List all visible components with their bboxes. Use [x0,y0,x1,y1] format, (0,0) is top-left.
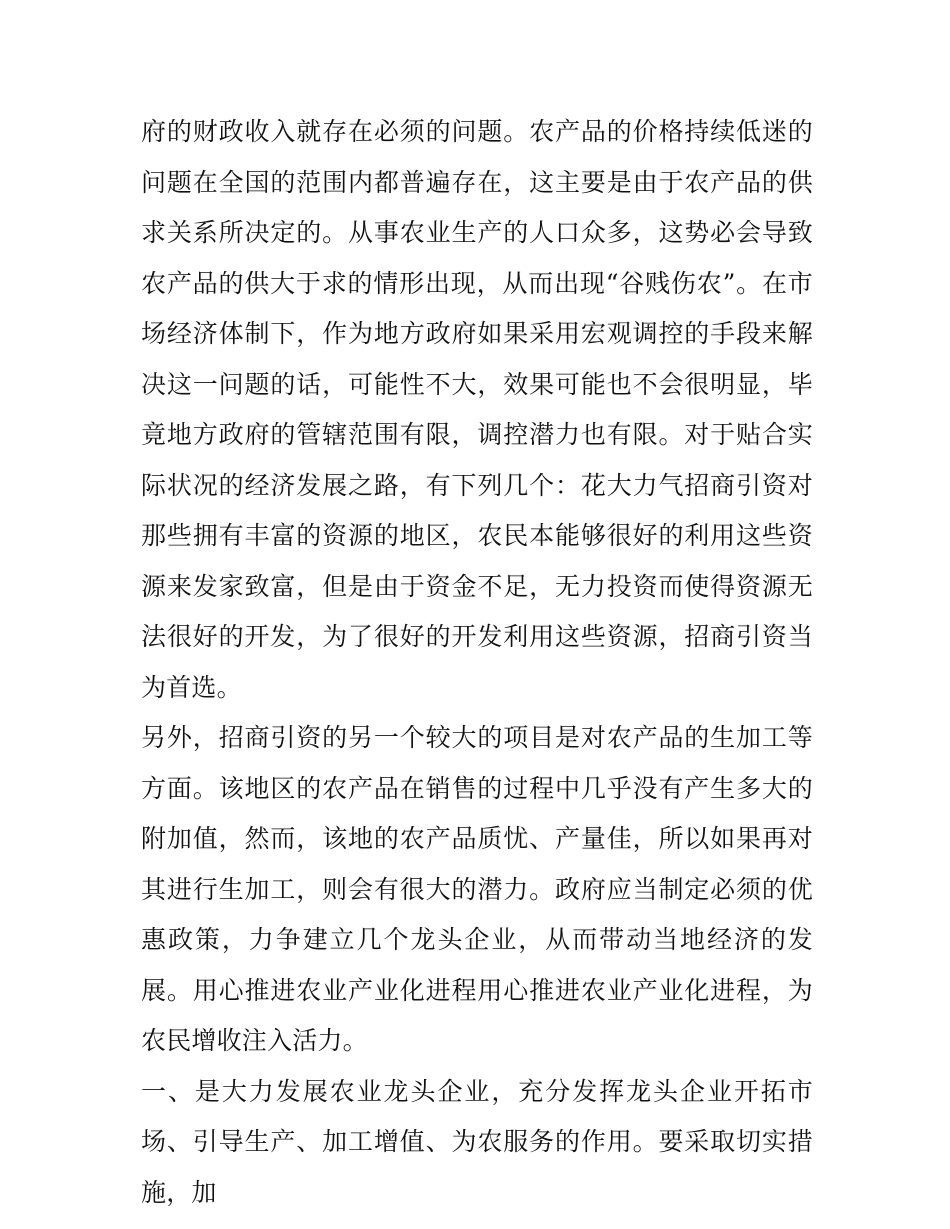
document-body [141,107,813,1218]
paragraph-2: 另外，招商引资的另一个较大的项目是对农产品的生加工等方面。该地区的农产品在销售的过程中几乎没有产生多大的附加值，然而，该地的农产品质忧、产量佳，所以如果再对其进行生加工，则会有很大的潜力。政府应当制定必须的优惠政策，力争建立几个龙头企业，从而带动当地经济的发展。用心推进农业产业化进程用心推进农业产业化进程，为农民增收注入活力。 [141,723,813,1055]
paragraph-3: 一、是大力发展农业龙头企业，充分发挥龙头企业开拓市场、引导生产、加工增值、为农服务的作用。要采取切实措施，加 [141,1076,813,1207]
paragraph-1: 府的财政收入就存在必须的问题。农产品的价格持续低迷的问题在全国的范围内都普遍存在，这主要是由于农产品的供求关系所决定的。从事农业生产的人口众多，这势必会导致农产品的供大于求的情形出现，从而出现“谷贱伤农”。在市场经济体制下，作为地方政府如果采用宏观调控的手段来解决这一问题的话，可能性不大，效果可能也不会很明显，毕竟地方政府的管辖范围有限，调控潜力也有限。对于贴合实际状况的经济发展之路，有下列几个：花大力气招商引资对那些拥有丰富的资源的地区，农民本能够很好的利用这些资源来发家致富，但是由于资金不足，无力投资而使得资源无法很好的开发，为了很好的开发利用这些资源，招商引资当为首选。 [141,117,813,702]
